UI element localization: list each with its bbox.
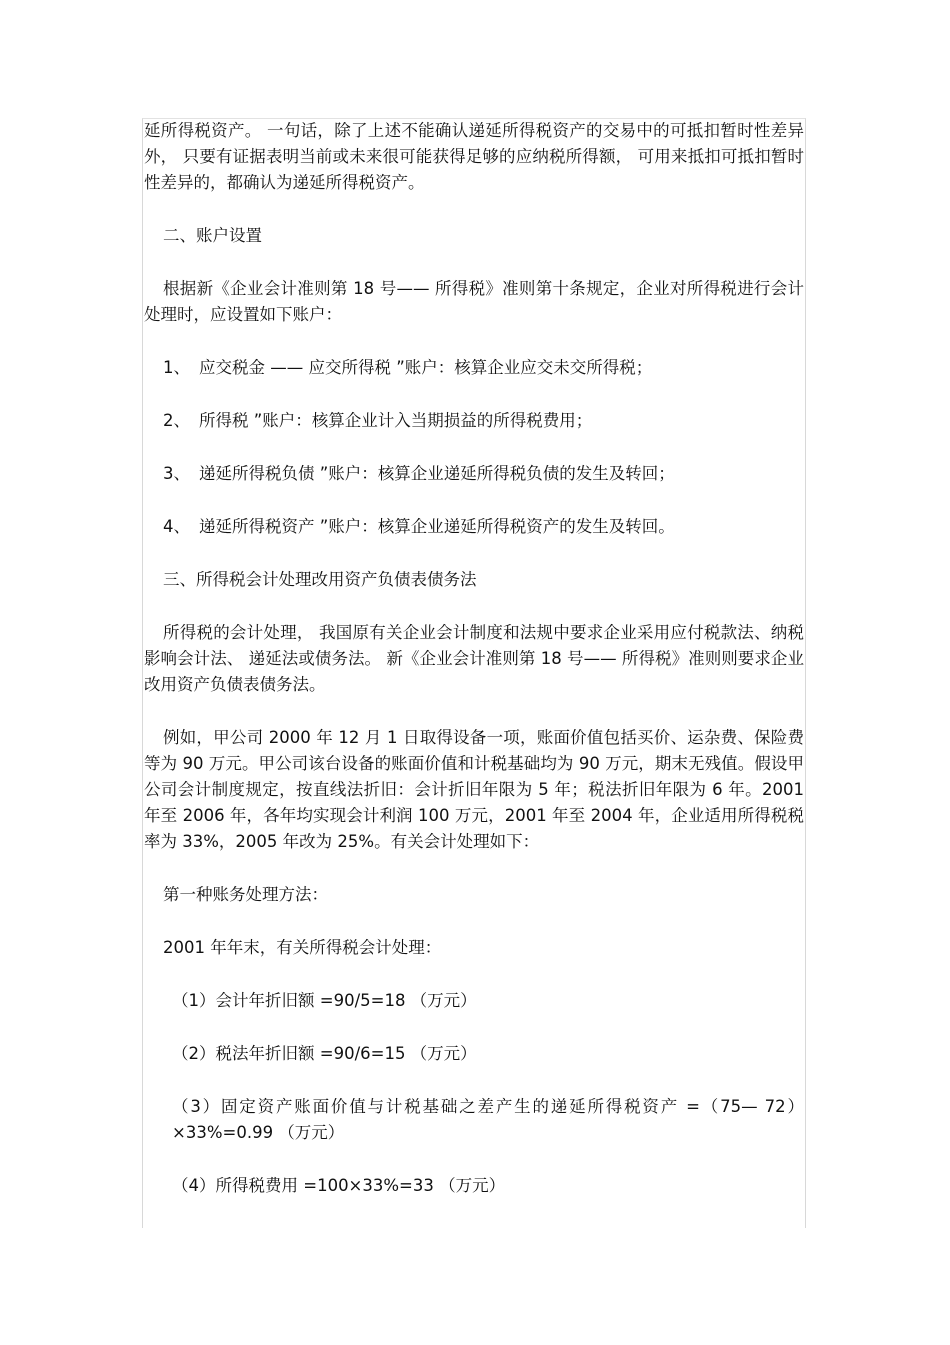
paragraph-accounting-methods: 所得税的会计处理， 我国原有关企业会计制度和法规中要求企业采用应付税款法、纳税影响会计法、 递延法或债务法。 新《企业会计准则第 18 号—— 所得税》准则则要求企业改用资产负债表债务法。 — [144, 623, 804, 694]
section-heading-liability-method: 三、所得税会计处理改用资产负债表债务法 — [163, 570, 477, 589]
paragraph-year-2001: 2001 年年末，有关所得税会计处理： — [163, 938, 442, 957]
list-item-text: 应交税金 —— 应交所得税 ”账户：核算企业应交未交所得税； — [199, 358, 653, 377]
paragraph-account-rule: 根据新《企业会计准则第 18 号—— 所得税》准则第十条规定，企业对所得税进行会计处理时，应设置如下账户： — [144, 279, 804, 324]
list-item-text: 递延所得税负债 ”账户：核算企业递延所得税负债的发生及转回； — [199, 464, 675, 483]
list-item-text: 所得税 ”账户：核算企业计入当期损益的所得税费用； — [199, 411, 593, 430]
list-item-tax-payable — [144, 355, 804, 381]
paragraph-example: 例如，甲公司 2000 年 12 月 1 日取得设备一项，账面价值包括买价、运杂费、保险费等为 90 万元。甲公司该台设备的账面价值和计税基础均为 90 万元，期末无残值。假设甲公司会计制度规定，按直线法折旧：会计折旧年限为 5 年；税法折旧年限为 6 年。2001 年至 2006 年，各年均实现会计利润 100 万元，2001 年至 2004 年，企业适用所得税税率为 33%，2005 年改为 25%。有关会计处理如下： — [144, 728, 804, 851]
calc-tax-depreciation: （2）税法年折旧额 =90/6=15 （万元） — [172, 1044, 477, 1063]
list-item-deferred-asset — [144, 514, 804, 540]
calc-deferred-tax-asset: （3）固定资产账面价值与计税基础之差产生的递延所得税资产 =（75— 72）×33%=0.99 （万元） — [172, 1097, 804, 1142]
list-item-number: 1、 — [163, 358, 190, 377]
section-heading-account-setup: 二、账户设置 — [163, 226, 262, 245]
list-item-deferred-liability — [144, 461, 804, 487]
list-item-number: 3、 — [163, 464, 190, 483]
list-item-income-tax — [144, 408, 804, 434]
calc-income-tax-expense: （4）所得税费用 =100×33%=33 （万元） — [172, 1176, 506, 1195]
document-body — [144, 118, 804, 1226]
paragraph-method-one: 第一种账务处理方法： — [163, 885, 328, 904]
calc-accounting-depreciation: （1）会计年折旧额 =90/5=18 （万元） — [172, 991, 477, 1010]
list-item-text: 递延所得税资产 ”账户：核算企业递延所得税资产的发生及转回。 — [199, 517, 675, 536]
paragraph-deferred-tax-summary: 延所得税资产。 一句话，除了上述不能确认递延所得税资产的交易中的可抵扣暂时性差异外， 只要有证据表明当前或未来很可能获得足够的应纳税所得额， 可用来抵扣可抵扣暂时性差异的，都确认为递延所得税资产。 — [144, 121, 804, 192]
list-item-number: 2、 — [163, 411, 190, 430]
list-item-number: 4、 — [163, 517, 190, 536]
